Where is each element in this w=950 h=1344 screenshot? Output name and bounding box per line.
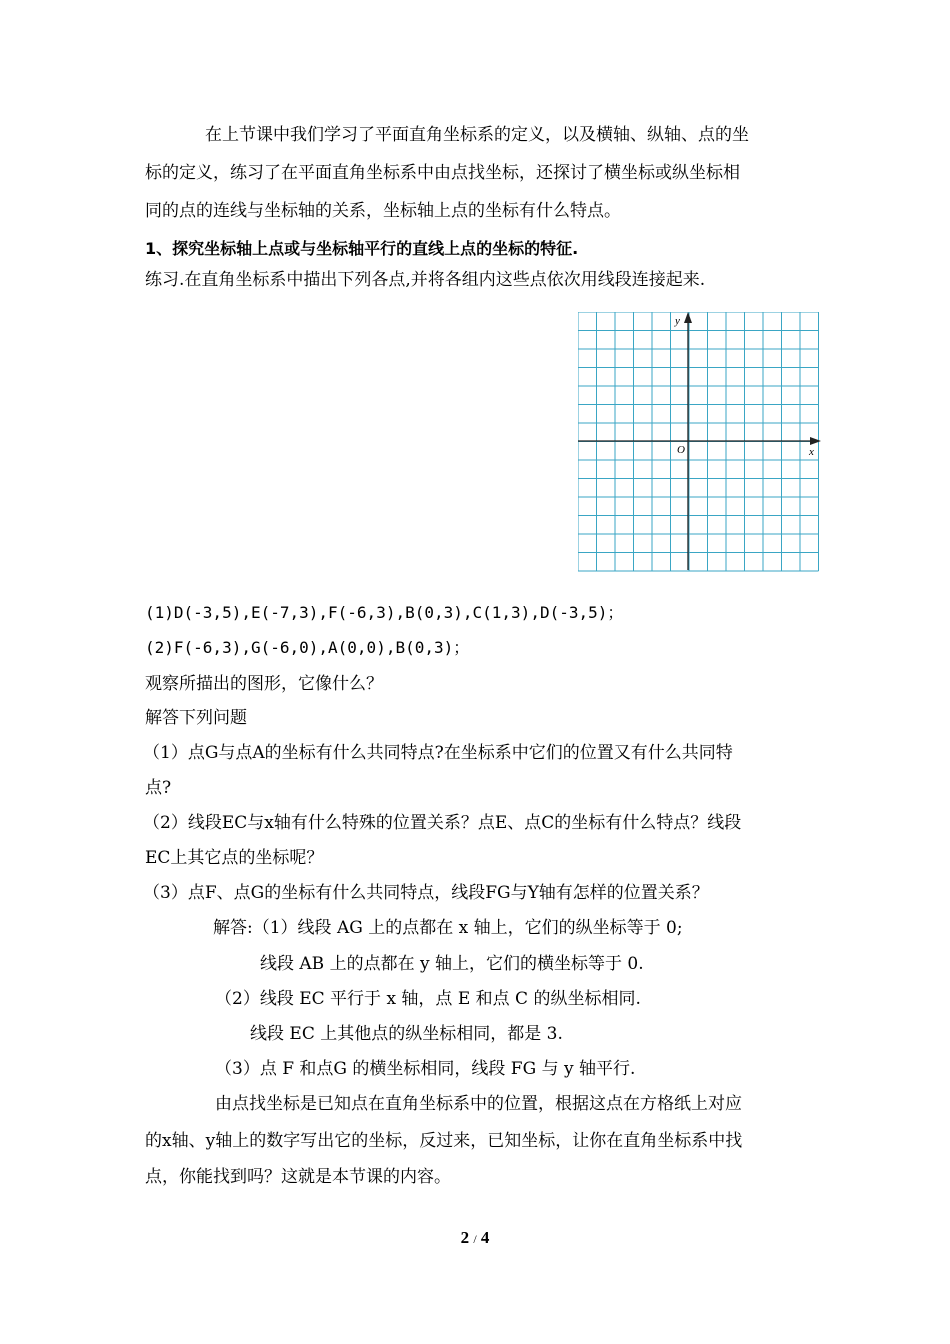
page-current: 2: [460, 1228, 470, 1247]
x-axis-label: x: [809, 446, 814, 458]
y-axis-arrow-icon: [684, 312, 692, 323]
page-number: [0, 1228, 950, 1248]
y-axis-label: y: [675, 315, 680, 327]
x-axis-arrow-icon: [810, 437, 821, 445]
intro-line-3: 同的点的连线与坐标轴的关系，坐标轴上点的坐标有什么特点。: [145, 201, 621, 221]
point-set-2: (2)F(-6,3),G(-6,0),A(0,0),B(0,3)；: [145, 638, 470, 657]
question-3: （3）点F、点G的坐标有什么共同特点，线段FG与Y轴有怎样的位置关系？: [143, 883, 709, 903]
answer-2: （2）线段 EC 平行于 x 轴，点 E 和点 C 的纵坐标相同.: [215, 989, 641, 1009]
page-total: 4: [480, 1228, 490, 1247]
closing-line-2: 的x轴、y轴上的数字写出它的坐标，反过来，已知坐标，让你在直角坐标系中找: [145, 1131, 743, 1151]
intro-line-1: 在上节课中我们学习了平面直角坐标系的定义，以及横轴、纵轴、点的坐: [205, 125, 749, 145]
observe-question: 观察所描出的图形，它像什么？: [145, 674, 383, 694]
point-set-1: (1)D(-3,5),E(-7,3),F(-6,3),B(0,3),C(1,3),D(-3,5)；: [145, 603, 624, 622]
question-1-line-1: （1）点G与点A的坐标有什么共同特点?在坐标系中它们的位置又有什么共同特: [143, 743, 733, 763]
question-2-line-1: （2）线段EC与x轴有什么特殊的位置关系？点E、点C的坐标有什么特点？线段: [143, 813, 742, 833]
exercise-prompt: 练习.在直角坐标系中描出下列各点,并将各组内这些点依次用线段连接起来.: [145, 270, 706, 290]
coordinate-grid: [578, 312, 822, 572]
closing-line-3: 点，你能找到吗？这就是本节课的内容。: [145, 1167, 451, 1187]
answer-3: （3）点 F 和点G 的横坐标相同，线段 FG 与 y 轴平行.: [215, 1059, 636, 1079]
question-1-line-2: 点?: [145, 778, 172, 798]
question-2-line-2: EC上其它点的坐标呢？: [145, 848, 324, 868]
answer-prompt: 解答下列问题: [145, 708, 247, 728]
answer-1-cont: 线段 AB 上的点都在 y 轴上，它们的横坐标等于 0.: [260, 954, 644, 974]
coordinate-grid-figure: [578, 312, 822, 572]
closing-line-1: 由点找坐标是已知点在直角坐标系中的位置，根据这点在方格纸上对应: [215, 1094, 742, 1114]
section-heading: 1、探究坐标轴上点或与坐标轴平行的直线上点的坐标的特征.: [145, 239, 579, 258]
origin-label: O: [677, 444, 685, 456]
intro-line-2: 标的定义，练习了在平面直角坐标系中由点找坐标，还探讨了横坐标或纵坐标相: [145, 163, 740, 183]
page-separator: /: [473, 1232, 477, 1246]
answer-2-cont: 线段 EC 上其他点的纵坐标相同，都是 3.: [250, 1024, 563, 1044]
answer-1: 解答:（1）线段 AG 上的点都在 x 轴上，它们的纵坐标等于 0;: [213, 918, 683, 938]
